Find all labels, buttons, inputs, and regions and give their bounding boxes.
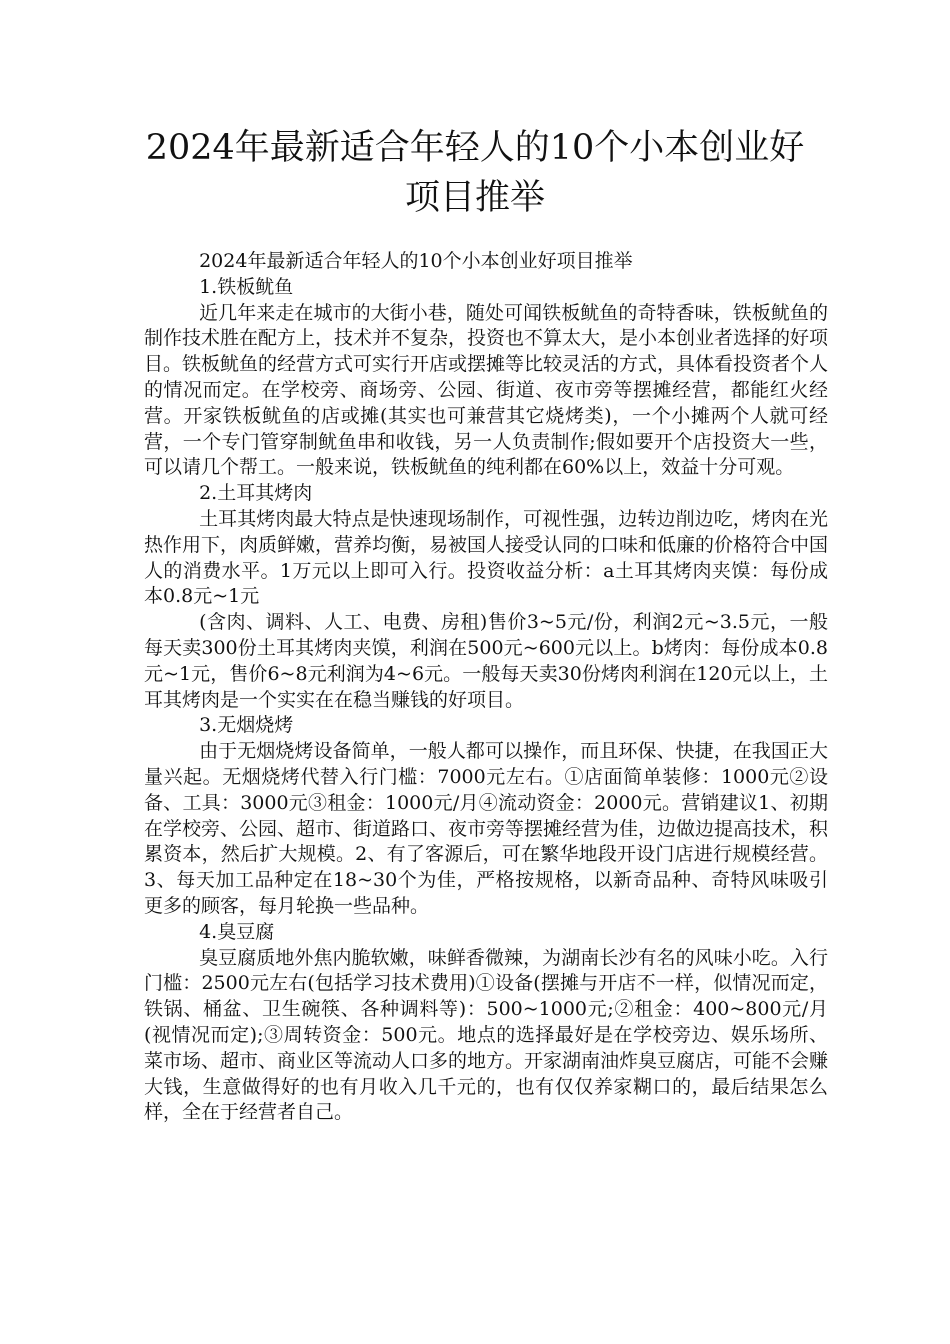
section-paragraph: 土耳其烤肉最大特点是快速现场制作，可视性强，边转边削边吃，烤肉在光热作用下，肉质鲜嫩，营养均衡，易被国人接受认同的口味和低廉的价格符合中国人的消费水平。1万元以上即可入行。投资收益分析：a土耳其烤肉夹馍：每份成本0.8元~1元	[144, 507, 829, 608]
section-heading-3: 3.无烟烧烤	[199, 714, 294, 737]
section-paragraph: 近几年来走在城市的大街小巷，随处可闻铁板鱿鱼的奇特香味，铁板鱿鱼的制作技术胜在配方上，技术并不复杂，投资也不算太大，是小本创业者选择的好项目。铁板鱿鱼的经营方式可实行开店或摆摊等比较灵活的方式，具体看投资者个人的情况而定。在学校旁、商场旁、公园、街道、夜市旁等摆摊经营，都能红火经营。开家铁板鱿鱼的店或摊(其实也可兼营其它烧烤类)，一个小摊两个人就可经营，一个专门管穿制鱿鱼串和收钱，另一人负责制作;假如要开个店投资大一些，可以请几个帮工。一般来说，铁板鱿鱼的纯利都在60%以上，效益十分可观。	[144, 301, 829, 479]
section-heading-2: 2.土耳其烤肉	[199, 482, 313, 505]
document-body	[144, 249, 828, 1126]
section-heading-4: 4.臭豆腐	[199, 920, 275, 943]
document-title	[120, 123, 830, 223]
document-subtitle: 2024年最新适合年轻人的10个小本创业好项目推举	[199, 250, 633, 272]
section-heading-1: 1.铁板鱿鱼	[199, 275, 294, 298]
section-paragraph: 由于无烟烧烤设备简单，一般人都可以操作，而且环保、快捷，在我国正大量兴起。无烟烧烤代替入行门槛：7000元左右。①店面简单装修：1000元②设备、工具：3000元③租金：1000元/月④流动资金：2000元。营销建议1、初期在学校旁、公园、超市、街道路口、夜市旁等摆摊经营为佳，边做边提高技术，积累资本，然后扩大规模。2、有了客源后，可在繁华地段开设门店进行规模经营。3、每天加工品种定在18~30个为佳，严格按规格，以新奇品种、奇特风味吸引更多的顾客，每月轮换一些品种。	[144, 740, 829, 917]
section-paragraph: (含肉、调料、人工、电费、房租)售价3~5元/份，利润2元~3.5元，一般每天卖300份土耳其烤肉夹馍，利润在500元~600元以上。b烤肉：每份成本0.8元~1元，售价6~8元利润为4~6元。一般每天卖30份烤肉利润在120元以上，土耳其烤肉是一个实实在在稳当赚钱的好项目。	[144, 611, 828, 711]
title-line-2: 项目推举	[404, 178, 545, 218]
section-paragraph: 臭豆腐质地外焦内脆软嫩，味鲜香微辣，为湖南长沙有名的风味小吃。入行门槛：2500元左右(包括学习技术费用)①设备(摆摊与开店不一样，似情况而定，铁锅、桶盆、卫生碗筷、各种调料等)：500~1000元;②租金：400~800元/月(视情况而定);③周转资金：500元。地点的选择最好是在学校旁边、娱乐场所、菜市场、超市、商业区等流动人口多的地方。开家湖南油炸臭豆腐店，可能不会赚大钱，生意做得好的也有月收入几千元的，也有仅仅养家糊口的，最后结果怎么样，全在于经营者自己。	[144, 946, 829, 1124]
title-line-1: 2024年最新适合年轻人的10个小本创业好	[145, 128, 805, 168]
